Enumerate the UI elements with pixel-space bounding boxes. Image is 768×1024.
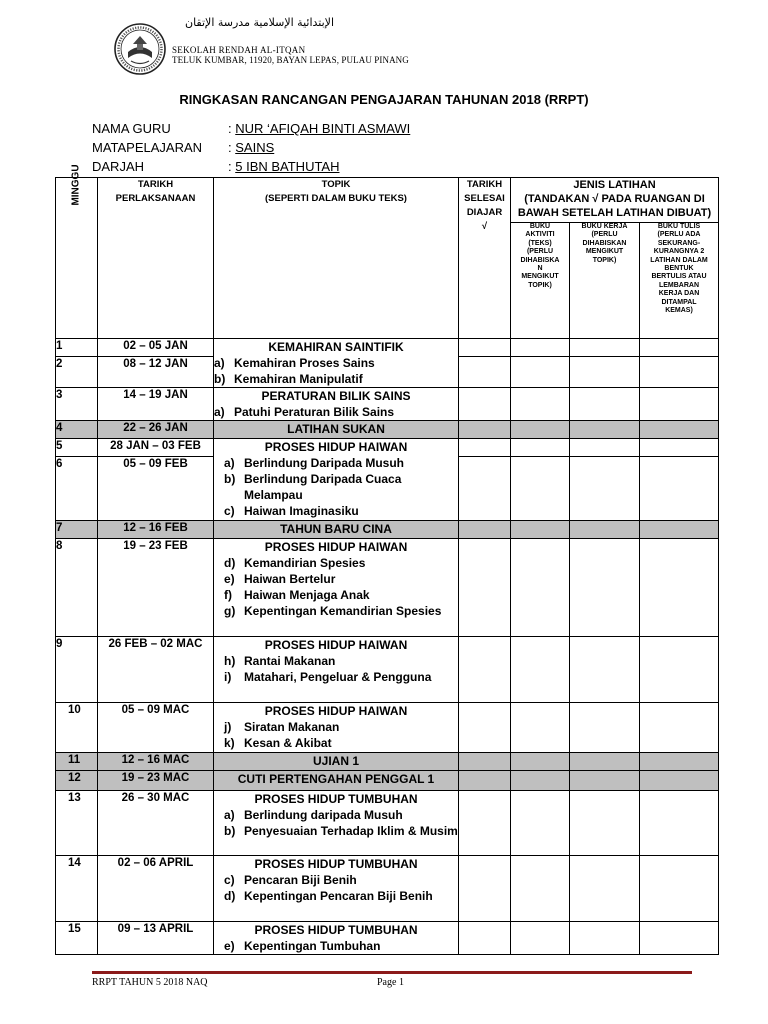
week-number: 4 [56, 421, 98, 439]
week-number: 5 [56, 439, 98, 457]
week-number: 9 [56, 637, 98, 703]
table-row [56, 922, 719, 955]
topic-item: b) Berlindung Daripada Cuaca Melampau [224, 472, 402, 502]
buku-kerja-check-cell[interactable] [570, 771, 640, 791]
week-number: 3 [56, 388, 98, 421]
topic-title: PROSES HIDUP HAIWAN [264, 704, 408, 718]
buku-kerja-check-cell[interactable] [570, 457, 640, 521]
info-label-nama-guru: NAMA GURU [92, 121, 171, 136]
table-row [56, 703, 719, 753]
topic-item: a) Berlindung daripada Musuh [224, 808, 403, 822]
school-address: TELUK KUMBAR, 11920, BAYAN LEPAS, PULAU PINANG [172, 55, 409, 65]
topic-title: TAHUN BARU CINA [280, 522, 392, 536]
topic-title: LATIHAN SUKAN [287, 422, 385, 436]
table-row [56, 856, 719, 922]
topic-item: j) Siratan Makanan [224, 720, 340, 734]
week-number: 7 [56, 521, 98, 539]
week-number: 6 [56, 457, 98, 521]
buku-tulis-check-cell[interactable] [640, 339, 719, 357]
buku-tulis-check-cell[interactable] [640, 457, 719, 521]
buku-tulis-check-cell[interactable] [640, 439, 719, 457]
buku-tulis-check-cell[interactable] [640, 771, 719, 791]
buku-tulis-check-cell[interactable] [640, 539, 719, 637]
week-date: 02 – 06 APRIL [98, 856, 214, 922]
document-title: RINGKASAN RANCANGAN PENGAJARAN TAHUNAN 2018 (RRPT) [179, 92, 589, 107]
topic-title: PROSES HIDUP HAIWAN [264, 540, 408, 554]
school-name: SEKOLAH RENDAH AL-ITQAN [172, 45, 306, 55]
week-number: 11 [56, 753, 98, 771]
table-row [56, 439, 719, 457]
completed-checkbox-cell[interactable] [459, 703, 511, 753]
week-date: 12 – 16 MAC [98, 753, 214, 771]
header-buku-kerja: BUKU KERJA (PERLU DIHABISKAN MENGIKUT TOPIK) [570, 223, 640, 339]
buku-aktiviti-check-cell[interactable] [511, 771, 570, 791]
buku-aktiviti-check-cell[interactable] [511, 388, 570, 421]
buku-aktiviti-check-cell[interactable] [511, 703, 570, 753]
buku-kerja-check-cell[interactable] [570, 753, 640, 771]
buku-aktiviti-check-cell[interactable] [511, 856, 570, 922]
topic-item: c) Haiwan Imaginasiku [224, 504, 359, 518]
completed-checkbox-cell[interactable] [459, 771, 511, 791]
topic-cell [214, 421, 459, 439]
topic-item: f) Haiwan Menjaga Anak [224, 588, 370, 602]
topic-item: e) Haiwan Bertelur [224, 572, 336, 586]
table-row [56, 753, 719, 771]
header-jenis-latihan: JENIS LATIHAN (TANDAKAN √ PADA RUANGAN DI BAWAH SETELAH LATIHAN DIBUAT) [511, 178, 719, 223]
week-date: 02 – 05 JAN [98, 339, 214, 357]
topic-title: KEMAHIRAN SAINTIFIK [268, 340, 404, 354]
buku-aktiviti-check-cell[interactable] [511, 753, 570, 771]
completed-checkbox-cell[interactable] [459, 791, 511, 856]
buku-tulis-check-cell[interactable] [640, 521, 719, 539]
week-number: 14 [56, 856, 98, 922]
footer-divider [92, 971, 692, 974]
topic-item: a) Patuhi Peraturan Bilik Sains [214, 405, 395, 419]
completed-checkbox-cell[interactable] [459, 753, 511, 771]
footer-document-code: RRPT TAHUN 5 2018 NAQ [92, 977, 208, 988]
buku-aktiviti-check-cell[interactable] [511, 521, 570, 539]
buku-kerja-check-cell[interactable] [570, 637, 640, 703]
buku-kerja-check-cell[interactable] [570, 856, 640, 922]
topic-item: h) Rantai Makanan [224, 654, 336, 668]
topic-item: g) Kepentingan Kemandirian Spesies [224, 604, 442, 618]
table-row [56, 388, 719, 421]
topic-cell [214, 539, 459, 637]
header-buku-tulis: BUKU TULIS (PERLU ADA SEKURANG- KURANGNYA 2 LATIHAN DALAM BENTUK BERTULIS ATAU LEMBARAN KERJA DAN DITAMPAL KEMAS) [640, 223, 719, 339]
buku-tulis-check-cell[interactable] [640, 357, 719, 388]
topic-cell [214, 521, 459, 539]
topic-title: PERATURAN BILIK SAINS [261, 389, 411, 403]
buku-kerja-check-cell[interactable] [570, 539, 640, 637]
topic-item: c) Pencaran Biji Benih [224, 873, 357, 887]
completed-checkbox-cell[interactable] [459, 539, 511, 637]
buku-kerja-check-cell[interactable] [570, 922, 640, 955]
buku-tulis-check-cell[interactable] [640, 703, 719, 753]
completed-checkbox-cell[interactable] [459, 439, 511, 457]
week-date: 05 – 09 FEB [98, 457, 214, 521]
buku-tulis-check-cell[interactable] [640, 388, 719, 421]
completed-checkbox-cell[interactable] [459, 357, 511, 388]
topic-title: PROSES HIDUP TUMBUHAN [254, 923, 418, 937]
topic-item: k) Kesan & Akibat [224, 736, 332, 750]
week-number: 15 [56, 922, 98, 955]
week-number: 2 [56, 357, 98, 388]
completed-checkbox-cell[interactable] [459, 521, 511, 539]
week-date: 19 – 23 FEB [98, 539, 214, 637]
table-row [56, 339, 719, 357]
topic-item: i) Matahari, Pengeluar & Pengguna [224, 670, 432, 684]
buku-aktiviti-check-cell[interactable] [511, 922, 570, 955]
buku-kerja-check-cell[interactable] [570, 521, 640, 539]
buku-aktiviti-check-cell[interactable] [511, 457, 570, 521]
buku-kerja-check-cell[interactable] [570, 388, 640, 421]
buku-kerja-check-cell[interactable] [570, 339, 640, 357]
buku-aktiviti-check-cell[interactable] [511, 637, 570, 703]
buku-aktiviti-check-cell[interactable] [511, 539, 570, 637]
topic-item: d) Kemandirian Spesies [224, 556, 366, 570]
topic-item: d) Kepentingan Pencaran Biji Benih [224, 889, 433, 903]
header-tarikh-perlaksanaan: TARIKH PERLAKSANAAN [98, 178, 214, 339]
topic-cell [214, 771, 459, 791]
topic-title: PROSES HIDUP HAIWAN [264, 440, 408, 454]
buku-aktiviti-check-cell[interactable] [511, 439, 570, 457]
info-label-darjah: DARJAH [92, 159, 145, 174]
info-label-matapelajaran: MATAPELAJARAN [92, 140, 203, 155]
week-date: 09 – 13 APRIL [98, 922, 214, 955]
topic-item: b) Penyesuaian Terhadap Iklim & Musim [224, 824, 458, 838]
week-number: 12 [56, 771, 98, 791]
buku-tulis-check-cell[interactable] [640, 637, 719, 703]
topic-title: CUTI PERTENGAHAN PENGGAL 1 [237, 772, 435, 786]
info-value-nama-guru: : NUR ‘AFIQAH BINTI ASMAWI [228, 121, 411, 136]
week-date: 26 – 30 MAC [98, 791, 214, 856]
topic-cell [214, 637, 459, 703]
buku-kerja-check-cell[interactable] [570, 791, 640, 856]
topic-cell [214, 753, 459, 771]
topic-title: PROSES HIDUP HAIWAN [264, 638, 408, 652]
topic-cell [214, 703, 459, 753]
week-date: 14 – 19 JAN [98, 388, 214, 421]
table-row [56, 521, 719, 539]
buku-kerja-check-cell[interactable] [570, 421, 640, 439]
table-row [56, 421, 719, 439]
info-value-matapelajaran: : SAINS [228, 140, 275, 155]
table-row [56, 539, 719, 637]
table-row [56, 771, 719, 791]
buku-tulis-check-cell[interactable] [640, 856, 719, 922]
week-date: 08 – 12 JAN [98, 357, 214, 388]
topic-cell [214, 339, 459, 388]
week-date: 22 – 26 JAN [98, 421, 214, 439]
buku-aktiviti-check-cell[interactable] [511, 421, 570, 439]
completed-checkbox-cell[interactable] [459, 856, 511, 922]
completed-checkbox-cell[interactable] [459, 457, 511, 521]
topic-cell [214, 439, 459, 521]
header-tarikh-selesai: TARIKH SELESAI DIAJAR √ [459, 178, 511, 339]
topic-cell [214, 922, 459, 955]
topic-cell [214, 388, 459, 421]
completed-checkbox-cell[interactable] [459, 637, 511, 703]
header-buku-aktiviti: BUKU AKTIVITI (TEKS) (PERLU DIHABISKA N MENGIKUT TOPIK) [511, 223, 570, 339]
buku-aktiviti-check-cell[interactable] [511, 339, 570, 357]
week-date: 26 FEB – 02 MAC [98, 637, 214, 703]
completed-checkbox-cell[interactable] [459, 388, 511, 421]
buku-aktiviti-check-cell[interactable] [511, 791, 570, 856]
week-date: 28 JAN – 03 FEB [98, 439, 214, 457]
table-row [56, 791, 719, 856]
completed-checkbox-cell[interactable] [459, 922, 511, 955]
completed-checkbox-cell[interactable] [459, 339, 511, 357]
buku-tulis-check-cell[interactable] [640, 421, 719, 439]
footer-page-number: Page 1 [377, 977, 404, 988]
header-minggu: MINGGU [56, 178, 98, 339]
topic-item: b) Kemahiran Manipulatif [214, 372, 363, 386]
topic-item: a) Kemahiran Proses Sains [214, 356, 375, 370]
week-date: 12 – 16 FEB [98, 521, 214, 539]
topic-cell [214, 791, 459, 856]
week-number: 10 [56, 703, 98, 753]
topic-title: UJIAN 1 [312, 754, 359, 768]
info-value-darjah: : 5 IBN BATHUTAH [228, 159, 340, 174]
school-arabic-name: الإبتدائية الإسلامية مدرسة الإتقان [185, 16, 335, 29]
buku-aktiviti-check-cell[interactable] [511, 357, 570, 388]
week-date: 05 – 09 MAC [98, 703, 214, 753]
week-number: 8 [56, 539, 98, 637]
buku-tulis-check-cell[interactable] [640, 922, 719, 955]
week-number: 13 [56, 791, 98, 856]
buku-tulis-check-cell[interactable] [640, 791, 719, 856]
header-topik: TOPIK (SEPERTI DALAM BUKU TEKS) [214, 178, 459, 339]
topic-item: e) Kepentingan Tumbuhan [224, 939, 381, 953]
table-row [56, 637, 719, 703]
buku-kerja-check-cell[interactable] [570, 357, 640, 388]
school-logo [113, 22, 167, 76]
buku-kerja-check-cell[interactable] [570, 703, 640, 753]
topic-cell [214, 856, 459, 922]
topic-title: PROSES HIDUP TUMBUHAN [254, 857, 418, 871]
buku-tulis-check-cell[interactable] [640, 753, 719, 771]
completed-checkbox-cell[interactable] [459, 421, 511, 439]
topic-title: PROSES HIDUP TUMBUHAN [254, 792, 418, 806]
week-date: 19 – 23 MAC [98, 771, 214, 791]
buku-kerja-check-cell[interactable] [570, 439, 640, 457]
week-number: 1 [56, 339, 98, 357]
topic-item: a) Berlindung Daripada Musuh [224, 456, 405, 470]
